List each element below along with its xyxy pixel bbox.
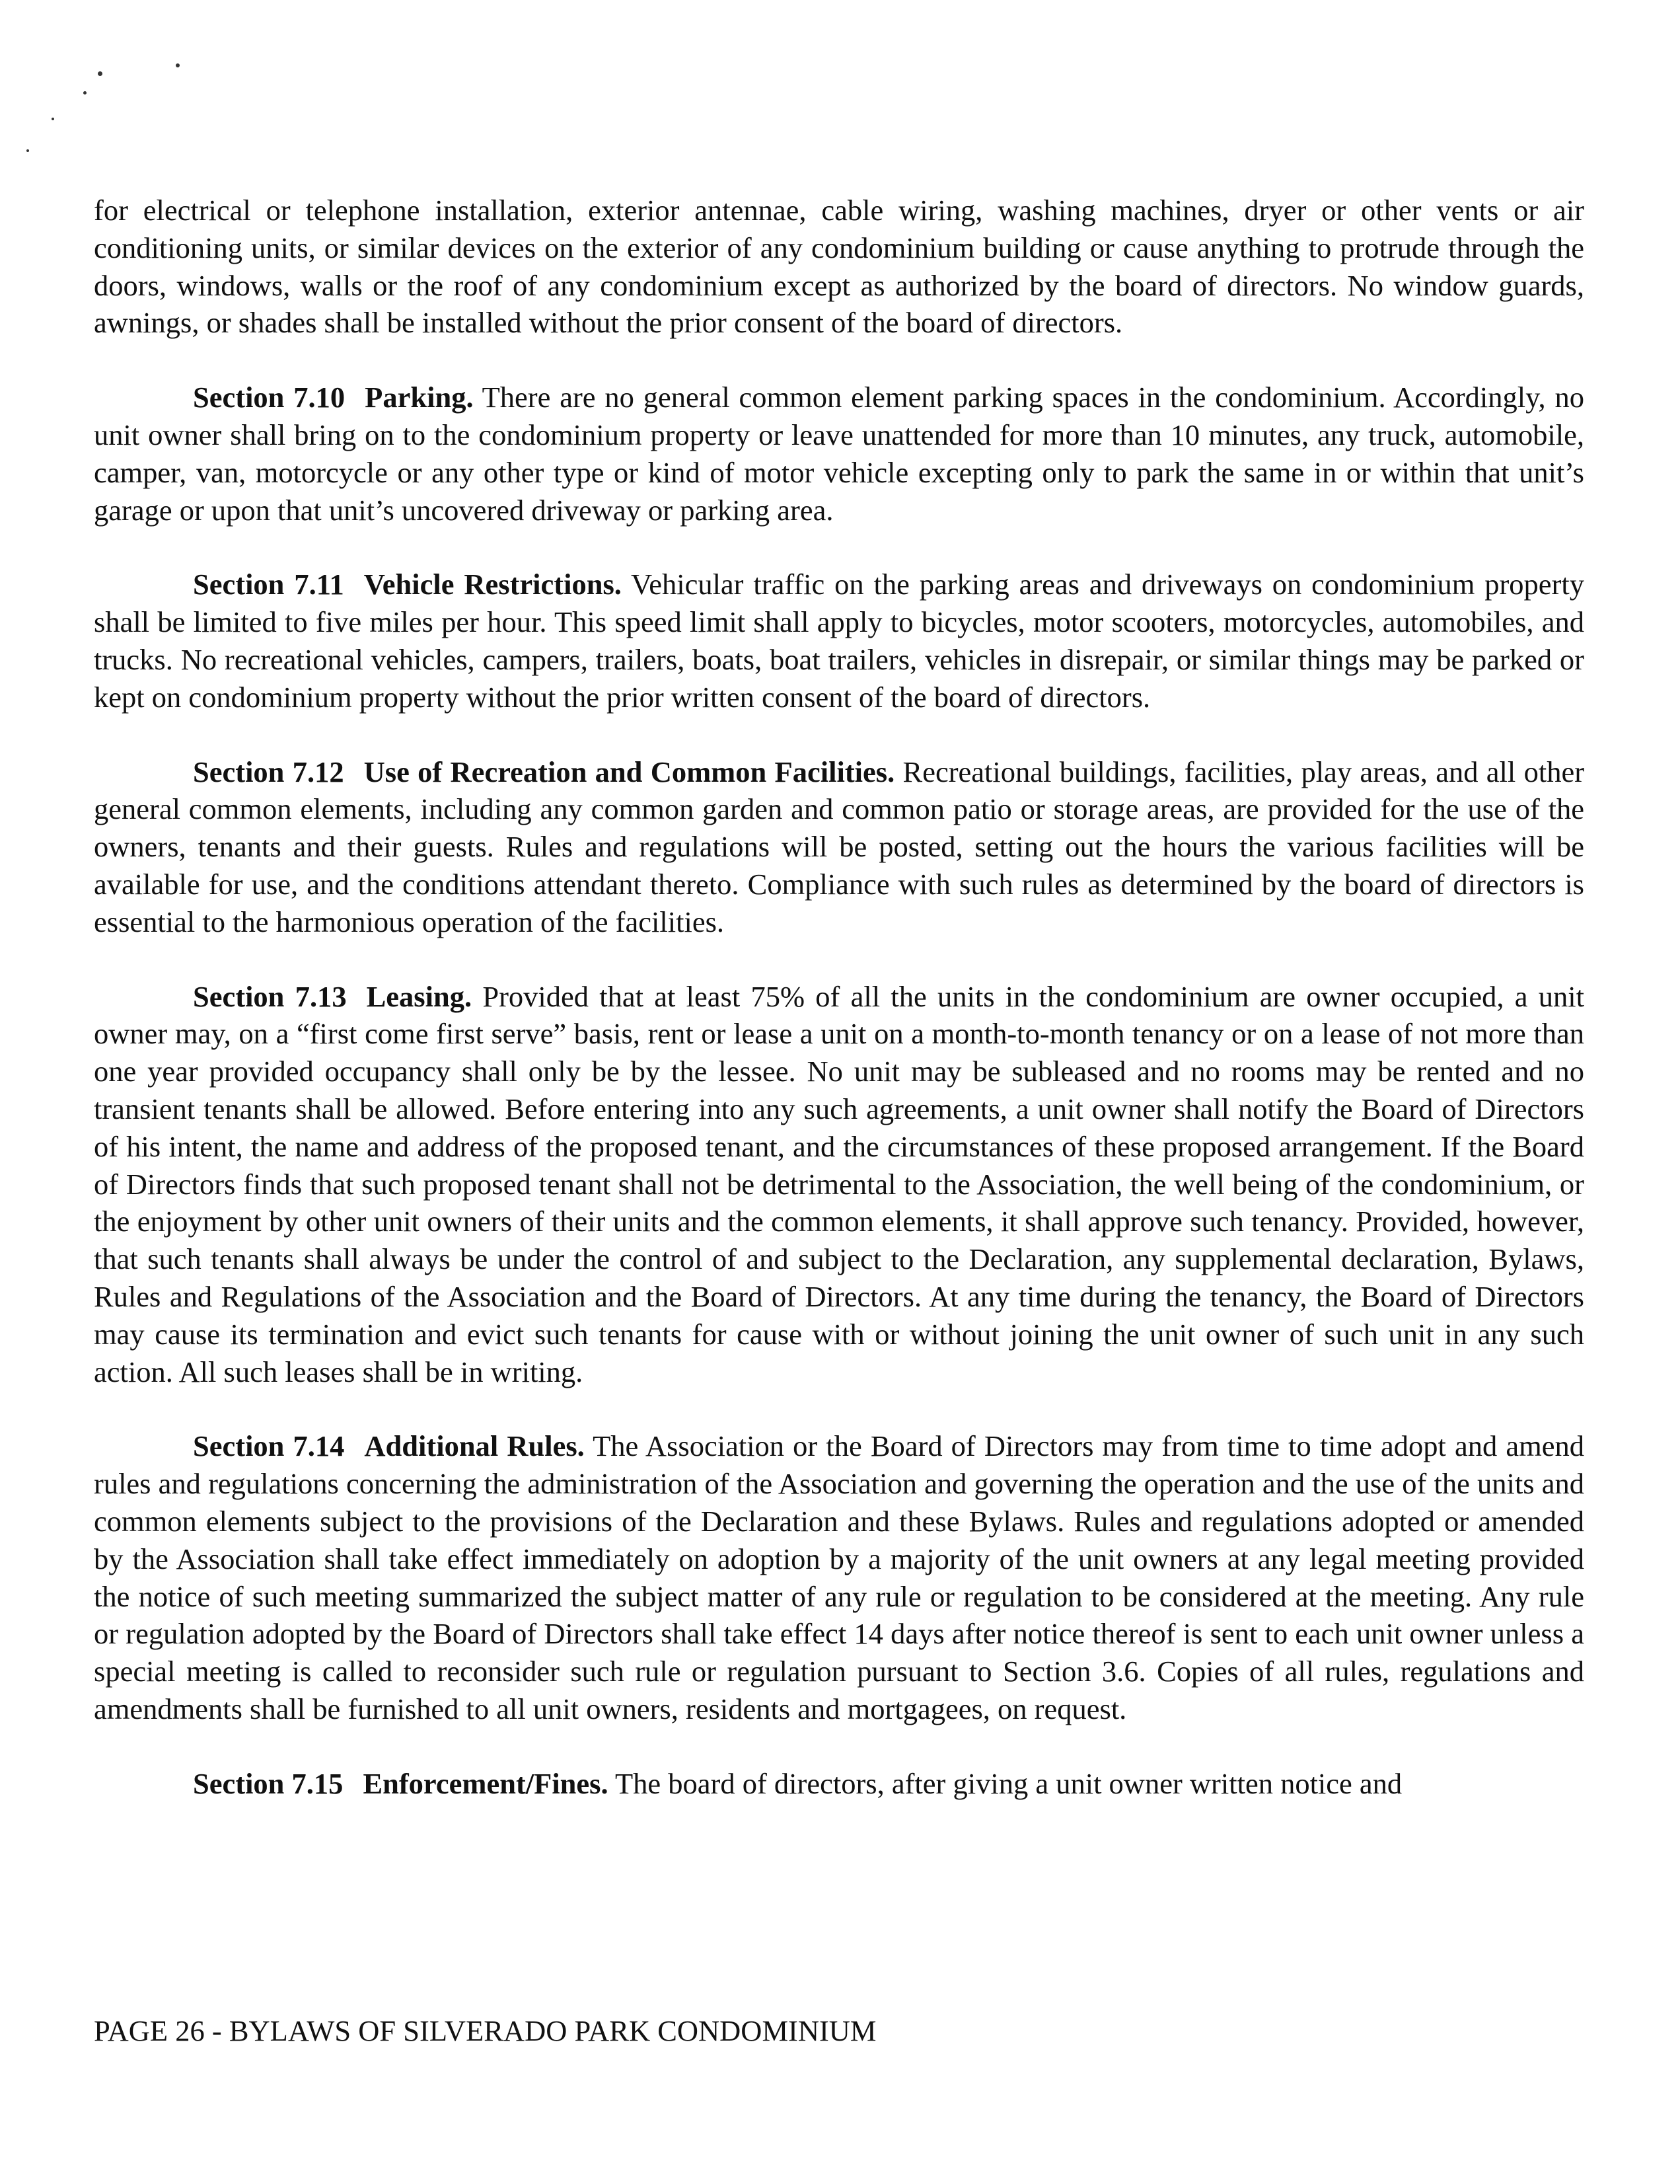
- page-footer: PAGE 26 - BYLAWS OF SILVERADO PARK CONDOMINIUM: [94, 2014, 877, 2047]
- section-title: Vehicle Restrictions.: [363, 568, 622, 601]
- section-7-11: [94, 566, 1584, 716]
- scan-speck: [83, 91, 87, 94]
- scan-speck: [176, 63, 180, 67]
- section-body: Recreational buildings, facilities, play areas, and all other general common elements, including any common garden and common patio or storage areas, are provided for the use of the owners, tenants and their guests. Rules and regulations will be posted, setting out the hours the various facilities will be available for use, and the conditions attendant thereto. Compliance with such rules as determined by the board of directors is essential to the harmonious operation of the facilities.: [94, 755, 1585, 938]
- section-number: Section 7.13: [193, 979, 347, 1013]
- scan-speck: [52, 118, 54, 120]
- document-page: [94, 192, 1584, 1802]
- section-number: Section 7.15: [193, 1766, 344, 1800]
- scan-speck: [98, 71, 102, 76]
- section-number: Section 7.14: [193, 1429, 345, 1463]
- section-title: Leasing.: [366, 979, 472, 1013]
- section-title: Enforcement/Fines.: [363, 1766, 608, 1800]
- section-7-10: [94, 379, 1584, 529]
- section-7-15: [94, 1765, 1584, 1803]
- section-title: Parking.: [365, 381, 474, 414]
- section-body: Provided that at least 75% of all the units in the condominium are owner occupied, a unit owner may, on a “first come first serve” basis, rent or lease a unit on a month-to-month tenancy or on a lease of not more than one year provided occupancy shall only be by the lessee. No unit may be subleased and no rooms may be rented and no transient tenants shall be allowed. Before entering into any such agreements, a unit owner shall notify the Board of Directors of his intent, the name and address of the proposed tenant, and the circumstances of these proposed arrangement. If the Board of Directors finds that such proposed tenant shall not be detrimental to the Association, the well being of the condominium, or the enjoyment by other unit owners of their units and the common elements, it shall approve such tenancy. Provided, however, that such tenants shall always be under the control of and subject to the Declaration, any supplemental declaration, Bylaws, Rules and Regulations of the Association and the Board of Directors. At any time during the tenancy, the Board of Directors may cause its termination and evict such tenants for cause with or without joining the unit owner of such unit in any such action. All such leases shall be in writing.: [94, 979, 1585, 1388]
- section-body: The board of directors, after giving a unit owner written notice and: [614, 1766, 1403, 1800]
- section-7-14: [94, 1427, 1584, 1727]
- section-7-12: [94, 753, 1584, 941]
- section-title: Use of Recreation and Common Facilities.: [363, 755, 895, 788]
- continued-paragraph: for electrical or telephone installation, exterior antennae, cable wiring, washing machines, dryer or other vents or air conditioning units, or similar devices on the exterior of any condominium building or cause anything to protrude through the doors, windows, walls or the roof of any condominium except as authorized by the board of directors. No window guards, awnings, or shades shall be installed without the prior consent of the board of directors.: [94, 194, 1584, 340]
- section-7-13: [94, 978, 1584, 1391]
- section-body: There are no general common element parking spaces in the condominium. Accordingly, no unit owner shall bring on to the condominium property or leave unattended for more than 10 minutes, any truck, automobile, camper, van, motorcycle or any other type or kind of motor vehicle excepting only to park the same in or within that unit’s garage or upon that unit’s uncovered driveway or parking area.: [94, 381, 1584, 527]
- section-number: Section 7.11: [193, 568, 344, 601]
- section-number: Section 7.12: [193, 755, 344, 788]
- section-body: The Association or the Board of Directors may from time to time adopt and amend rules and regulations concerning the administration of the Association and governing the operation and the use of the units and common elements subject to the provisions of the Declaration and these Bylaws. Rules and regulations adopted or amended by the Association shall take effect immediately on adoption by a majority of the unit owners at any legal meeting provided the notice of such meeting summarized the subject matter of any rule or regulation to be considered at the meeting. Any rule or regulation adopted by the Board of Directors shall take effect 14 days after notice thereof is sent to each unit owner unless a special meeting is called to reconsider such rule or regulation pursuant to Section 3.6. Copies of all rules, regulations and amendments shall be furnished to all unit owners, residents and mortgagees, on request.: [94, 1429, 1584, 1725]
- section-title: Additional Rules.: [364, 1429, 585, 1463]
- scan-speck: [26, 149, 29, 152]
- section-number: Section 7.10: [193, 381, 346, 414]
- section-body: Vehicular traffic on the parking areas and driveways on condominium property shall be limited to five miles per hour. This speed limit shall apply to bicycles, motor scooters, motorcycles, automobiles, and trucks. No recreational vehicles, campers, trailers, boats, boat trailers, vehicles in disrepair, or similar things may be parked or kept on condominium property without the prior written consent of the board of directors.: [94, 568, 1584, 714]
